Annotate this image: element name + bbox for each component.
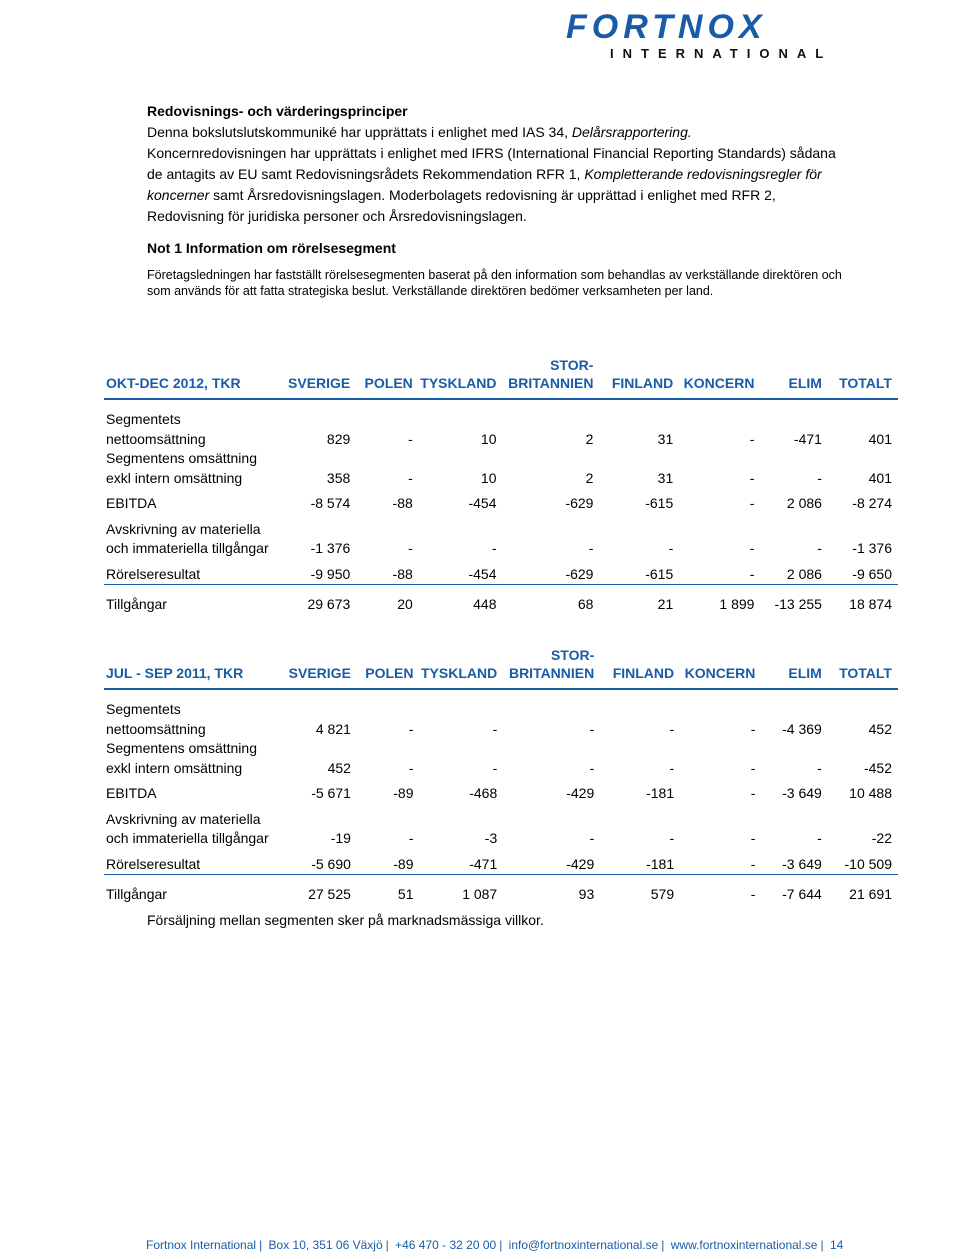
footer-phone: +46 470 - 32 20 00 — [395, 1238, 497, 1252]
cell-value: -615 — [599, 559, 679, 585]
footer-website[interactable]: www.fortnoxinternational.se — [670, 1238, 818, 1252]
cell-value: -5 690 — [282, 849, 357, 875]
cell-value: - — [749, 469, 755, 486]
principles-paragraph-1: Denna bokslutslutskommuniké har upprättats i enlighet med IAS 34, Delårsrapportering. — [147, 124, 692, 140]
row-label: Rörelseresultat — [104, 559, 281, 585]
page-footer: Fortnox International | Box 10, 351 06 Växjö | +46 470 - 32 20 00 | info@fortnoxinternational.se | www.fortnoxinternational.se | 14 — [146, 1238, 844, 1252]
row-label: EBITDA — [106, 495, 157, 511]
cell-value: - — [749, 540, 755, 556]
cell-value: -454 — [419, 559, 503, 585]
row-label: Segmentens omsättning exkl intern omsättning — [106, 450, 257, 486]
cell-value: -88 — [356, 559, 419, 585]
row-label: Avskrivning av materiella och immateriella tillgångar — [106, 810, 269, 846]
cell-value: 10 488 — [849, 785, 892, 801]
logo-wordmark: FORTNOX — [566, 8, 767, 46]
table-row — [104, 689, 898, 739]
cell-value: 10 — [480, 430, 497, 447]
cell-value: -13 255 — [774, 596, 822, 612]
cell-value: 579 — [650, 886, 675, 902]
col-header: FINLAND — [600, 646, 680, 689]
cell-value: - — [408, 830, 414, 846]
cell-value: 2 086 — [786, 495, 822, 511]
cell-value: - — [669, 759, 675, 776]
cell-value: - — [750, 759, 756, 776]
cell-value: - — [669, 720, 675, 737]
table-row — [104, 739, 898, 778]
table-row — [104, 559, 898, 585]
cell-value: -89 — [357, 849, 420, 875]
cell-value: - — [817, 540, 822, 556]
cell-value: - — [750, 886, 756, 902]
cell-value: 51 — [397, 886, 414, 902]
cell-value: 20 — [397, 596, 413, 612]
cell-value: - — [749, 495, 755, 511]
cell-value: - — [408, 720, 414, 737]
cell-value: -89 — [393, 785, 414, 801]
note-1-heading: Not 1 Information om rörelsesegment — [147, 240, 396, 256]
cell-value: 93 — [578, 886, 595, 902]
cell-value: - — [817, 830, 822, 846]
cell-value: -4 369 — [782, 720, 822, 737]
cell-value: - — [408, 430, 413, 447]
cell-value: 21 691 — [849, 886, 892, 902]
cell-value: - — [588, 540, 594, 556]
accounting-principles — [147, 101, 847, 227]
col-header: SVERIGE — [282, 646, 357, 689]
cell-value: 1 087 — [462, 886, 498, 902]
cell-value: - — [750, 785, 756, 801]
cell-value: 452 — [868, 720, 892, 737]
cell-value: - — [679, 559, 760, 585]
cell-value: -7 644 — [782, 886, 822, 902]
cell-value: - — [749, 430, 755, 447]
cell-value: -88 — [392, 495, 413, 511]
row-label: Tillgångar — [106, 596, 167, 612]
cell-value: -10 509 — [828, 849, 898, 875]
cell-value: 31 — [657, 430, 674, 447]
cell-value: - — [408, 469, 413, 486]
col-header: POLEN — [357, 646, 420, 689]
cell-value: -471 — [793, 430, 822, 447]
table-header-row — [104, 646, 898, 689]
row-label: Tillgångar — [106, 886, 167, 902]
table-row — [104, 514, 898, 559]
cell-value: -471 — [420, 849, 504, 875]
note-1-text: Företagsledningen har fastställt rörelsesegmenten baserat på den information som behandlas av verkställande direktören och som används för att fatta strategiska beslut. Verkställande direktören bedömer verksamheten per land. — [147, 268, 842, 298]
cell-value: - — [589, 830, 595, 846]
cell-value: 2 — [585, 430, 594, 447]
col-header: POLEN — [356, 356, 419, 399]
cell-value: - — [492, 759, 498, 776]
cell-value: -1 376 — [852, 540, 892, 556]
cell-value: 68 — [577, 596, 594, 612]
cell-value: -3 — [484, 830, 498, 846]
col-header: FINLAND — [599, 356, 679, 399]
row-label: Segmentens omsättning exkl intern omsättning — [106, 740, 257, 776]
cell-value: 452 — [327, 759, 351, 776]
row-label: EBITDA — [106, 785, 157, 801]
cell-value: -615 — [645, 495, 674, 511]
cell-value: - — [680, 849, 761, 875]
cell-value: - — [750, 830, 756, 846]
table-row — [104, 488, 898, 514]
row-label: Avskrivning av materiella och immateriella tillgångar — [106, 520, 269, 556]
cell-value: -429 — [503, 849, 600, 875]
principles-paragraph-2: Koncernredovisningen har upprättats i enlighet med IFRS (International Financial Reporting Standards) sådana de antagits av EU samt Redovisningsrådets Rekommendation RFR 1, Kompletterande redovisningsregler för koncerner samt Årsredovisningslagen. Moderbolagets redovisning är upprättad i enlighet med RFR 2, Redovisning för juridiska personer och Årsredovisningslagen. — [147, 145, 836, 224]
cell-value: 4 821 — [315, 720, 351, 737]
col-header: SVERIGE — [281, 356, 356, 399]
cell-value: -3 649 — [761, 849, 827, 875]
cell-value: -22 — [871, 830, 892, 846]
cell-value: 1 899 — [719, 596, 755, 612]
col-header: ELIM — [761, 646, 827, 689]
col-header: KONCERN — [679, 356, 760, 399]
table-header-row — [104, 356, 898, 399]
col-header: TOTALT — [828, 356, 898, 399]
cell-value: -8 274 — [852, 495, 892, 511]
cell-value: 358 — [326, 469, 351, 486]
company-logo — [566, 8, 846, 61]
cell-value: 2 086 — [760, 559, 827, 585]
table-row — [104, 585, 898, 615]
footer-email[interactable]: info@fortnoxinternational.se — [508, 1238, 659, 1252]
cell-value: 27 525 — [308, 886, 351, 902]
col-header: TYSKLAND — [420, 646, 504, 689]
cell-value: 401 — [868, 469, 892, 486]
table-row — [104, 399, 898, 449]
cell-value: - — [589, 720, 595, 737]
cell-value: -454 — [468, 495, 497, 511]
cell-value: -9 650 — [828, 559, 898, 585]
cell-value: - — [491, 540, 497, 556]
table-row — [104, 778, 898, 804]
segment-table-2012 — [104, 356, 898, 615]
cell-value: 10 — [480, 469, 497, 486]
cell-value: - — [817, 759, 822, 776]
cell-value: -429 — [566, 785, 595, 801]
cell-value: 401 — [868, 430, 892, 447]
logo-subtitle: INTERNATIONAL — [610, 46, 833, 61]
cell-value: -452 — [863, 759, 892, 776]
col-header: STOR- BRITANNIEN — [503, 646, 600, 689]
footer-address: Box 10, 351 06 Växjö — [268, 1238, 383, 1252]
row-label: Segmentets nettoomsättning — [106, 411, 206, 447]
col-header: ELIM — [760, 356, 827, 399]
row-label: Segmentets nettoomsättning — [106, 701, 206, 737]
cell-value: 829 — [326, 430, 351, 447]
table-row — [104, 849, 898, 875]
segment-table-2011 — [104, 646, 898, 905]
cell-value: -19 — [330, 830, 351, 846]
cell-value: 18 874 — [849, 596, 892, 612]
cell-value: - — [408, 759, 414, 776]
cell-value: - — [669, 830, 675, 846]
table-row — [104, 449, 898, 488]
intersegment-note: Försäljning mellan segmenten sker på marknadsmässiga villkor. — [147, 912, 544, 928]
row-label: Rörelseresultat — [104, 849, 282, 875]
footer-company: Fortnox International — [146, 1238, 257, 1252]
cell-value: - — [492, 720, 498, 737]
cell-value: -468 — [469, 785, 498, 801]
col-header: STOR- BRITANNIEN — [503, 356, 600, 399]
cell-value: 31 — [657, 469, 674, 486]
cell-value: -1 376 — [310, 540, 351, 556]
cell-value: - — [408, 540, 413, 556]
cell-value: 2 — [585, 469, 594, 486]
cell-value: - — [589, 759, 595, 776]
cell-value: - — [750, 720, 756, 737]
col-header: TYSKLAND — [419, 356, 503, 399]
cell-value: - — [668, 540, 674, 556]
table-title: OKT-DEC 2012, TKR — [104, 356, 281, 399]
cell-value: - — [817, 469, 822, 486]
cell-value: -629 — [503, 559, 600, 585]
cell-value: 448 — [473, 596, 497, 612]
principles-heading: Redovisnings- och värderingsprinciper — [147, 103, 408, 119]
col-header: KONCERN — [680, 646, 761, 689]
cell-value: -5 671 — [311, 785, 351, 801]
cell-value: -8 574 — [310, 495, 351, 511]
cell-value: -181 — [600, 849, 680, 875]
note-1 — [147, 238, 847, 299]
page-number: 14 — [829, 1238, 844, 1252]
cell-value: -3 649 — [782, 785, 822, 801]
table-row — [104, 804, 898, 849]
cell-value: 21 — [657, 596, 674, 612]
table-row — [104, 875, 898, 905]
col-header: TOTALT — [828, 646, 898, 689]
cell-value: -629 — [565, 495, 594, 511]
cell-value: -181 — [646, 785, 675, 801]
cell-value: -9 950 — [281, 559, 356, 585]
cell-value: 29 673 — [307, 596, 351, 612]
table-title: JUL - SEP 2011, TKR — [104, 646, 282, 689]
